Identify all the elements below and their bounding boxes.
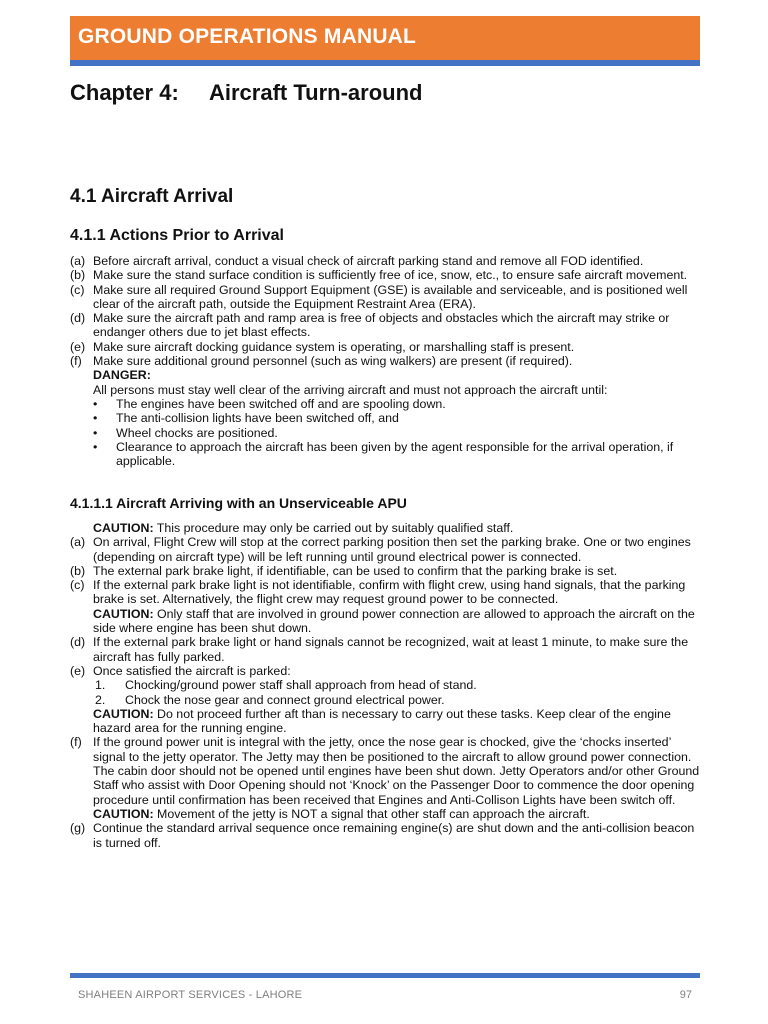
bullet-item: • The anti-collision lights have been switched off, and (93, 411, 399, 426)
list-item (70, 311, 700, 340)
bullet-icon: • (93, 425, 98, 440)
list-text: Before aircraft arrival, conduct a visual check of aircraft parking stand and remove all FOD identified. (93, 254, 644, 268)
bullet-icon: • (93, 439, 98, 454)
bullet-icon: • (93, 411, 98, 426)
manual-title: GROUND OPERATIONS MANUAL (78, 25, 417, 48)
footer-rule (70, 973, 700, 978)
list-text: Make sure the aircraft path and ramp area is free of objects and obstacles which the aircraft may strike or endanger others due to jet blast effects. (93, 311, 670, 340)
list-text: Make sure all required Ground Support Equipment (GSE) is available and serviceable, and is positioned well clear of the aircraft path, outside the Equipment Restraint Area (ERA). (93, 282, 688, 311)
caution-note: CAUTION: This procedure may only be carried out by suitably qualified staff. (93, 521, 514, 535)
subsection-heading: 4.1.1 Actions Prior to Arrival (70, 227, 284, 244)
section-heading: 4.1 Aircraft Arrival (70, 186, 234, 207)
list-item: (b) The external park brake light, if identifiable, can be used to confirm that the parking brake is set. (70, 563, 618, 578)
list-item (70, 268, 700, 282)
list-item (70, 283, 700, 312)
page-number: 97 (679, 989, 692, 1001)
list-item: (d) If the external park brake light or hand signals cannot be recognized, wait at least 1 minute, to make sure the aircraft has fully parked. (70, 635, 689, 664)
step-item: 2. Chock the nose gear and connect ground electrical power. (95, 692, 445, 707)
list-text: Make sure additional ground personnel (such as wing walkers) are present (if required). (93, 354, 573, 369)
chapter-heading (70, 80, 422, 106)
list-item (70, 340, 700, 354)
list-marker: (a) (70, 254, 86, 268)
danger-label: DANGER: (93, 368, 151, 383)
list-item: (a) On arrival, Flight Crew will stop at the correct parking position then set the parking brake. One or two engines (depending on aircraft type) will be left running until ground electrical power is connected. (70, 535, 691, 564)
list-text: Make sure the stand surface condition is sufficiently free of ice, snow, etc., to ensure safe aircraft movement. (93, 268, 688, 283)
apu-heading: 4.1.1.1 Aircraft Arriving with an Unserviceable APU (70, 495, 407, 511)
list-item (70, 354, 700, 368)
list-text: Make sure aircraft docking guidance system is operating, or marshalling staff is present. (93, 339, 575, 354)
list-item: (f) If the ground power unit is integral with the jetty, once the nose gear is chocked, give the ‘chocks inserted’ signal to the jetty operator. The Jetty may then be positioned to the aircraft to allow ground power connection. The cabin door should not be opened until engines have been shut down. Jetty Operators and/or other Ground Staff who assist with Door Opening should not ‘Knock’ on the Passenger Door to commence the door opening procedure until confirmation has been received that Engines and Anti-Collison Lights have been switch off. (70, 735, 700, 807)
chapter-number: Chapter 4: (70, 80, 179, 105)
list-marker: (d) (70, 311, 86, 326)
list-item: (e) Once satisfied the aircraft is parked: (70, 663, 291, 678)
footer-company: SHAHEEN AIRPORT SERVICES - LAHORE (78, 989, 303, 1001)
caution-note: CAUTION: Only staff that are involved in ground power connection are allowed to approach the aircraft on the side where engine has been shut down. (93, 606, 695, 636)
bullet-item: • Clearance to approach the aircraft has been given by the agent responsible for the arrival operation, if applicable. (93, 439, 674, 469)
bullet-icon: • (93, 396, 98, 411)
apu-procedure (70, 521, 700, 850)
list-marker: (b) (70, 268, 86, 283)
list-item: (c) If the external park brake light is not identifiable, confirm with flight crew, using hand signals, that the parking brake is set. Alternatively, the flight crew may request ground power to be connected. (70, 578, 686, 607)
caution-note: CAUTION: Movement of the jetty is NOT a signal that other staff can approach the aircraft. (93, 806, 590, 821)
list-marker: (e) (70, 339, 86, 354)
danger-text: All persons must stay well clear of the arriving aircraft and must not approach the aircraft until: (93, 382, 608, 397)
chapter-title: Aircraft Turn-around (209, 80, 423, 105)
list-item: (g) Continue the standard arrival sequence once remaining engine(s) are shut down and the anti-collision beacon is turned off. (70, 821, 695, 850)
list-item (70, 254, 700, 268)
actions-list (70, 254, 700, 468)
bullet-item: • Wheel chocks are positioned. (93, 425, 278, 440)
caution-note: CAUTION: Do not proceed further aft than is necessary to carry out these tasks. Keep clear of the engine hazard area for the running engine. (93, 706, 671, 736)
header-rule (70, 60, 700, 66)
list-marker: (f) (70, 354, 82, 369)
bullet-item: • The engines have been switched off and are spooling down. (93, 396, 446, 411)
list-marker: (c) (70, 282, 85, 297)
header-bar (70, 16, 700, 60)
step-item: 1. Chocking/ground power staff shall approach from head of stand. (95, 678, 477, 693)
